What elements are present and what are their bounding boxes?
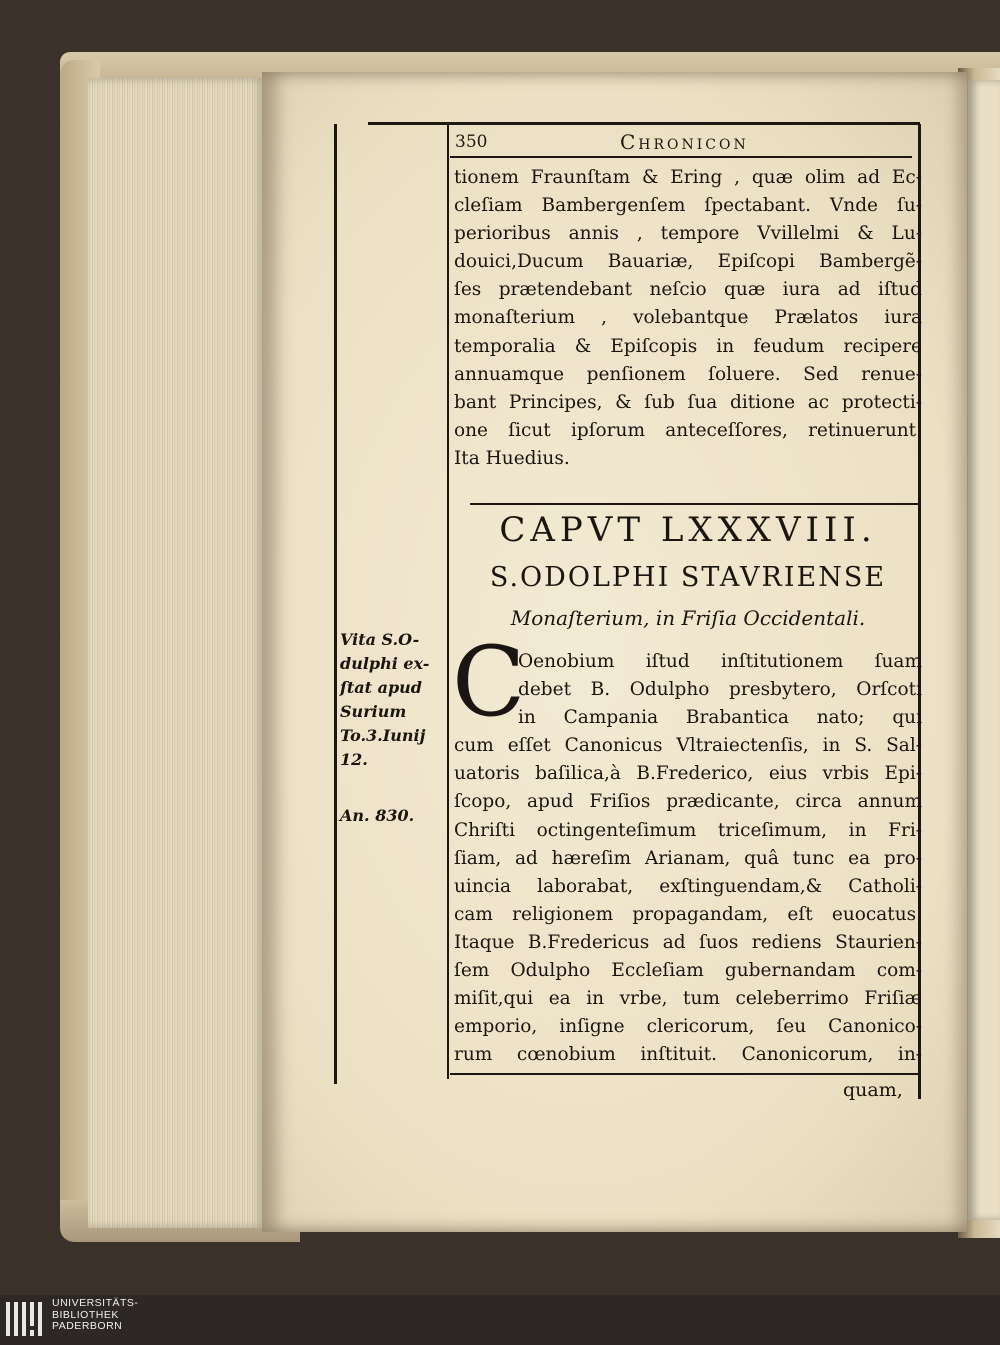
margin-year: An. 830. bbox=[340, 806, 415, 825]
drop-capital: C bbox=[452, 626, 526, 738]
chapter-subtitle: Monaſterium, in Friſia Occidentali. bbox=[510, 606, 866, 630]
text-line: uatoris baſilica,à B.Frederico, eius vrbis Epi- bbox=[454, 763, 922, 785]
text-line: monaſterium , volebantque Prælatos iura bbox=[454, 307, 922, 329]
catchword: quam, bbox=[843, 1079, 903, 1101]
text-line: ſes prætendebant neſcio quæ iura ad iſtud bbox=[454, 279, 922, 301]
margin-note-line: Vita S.O- bbox=[340, 630, 420, 649]
text-line: tionem Fraunſtam & Ering , quæ olim ad Ec- bbox=[454, 167, 922, 188]
text-line: uincia laborabat, exſtinguendam,& Catholi- bbox=[454, 875, 922, 897]
text-line: in Campania Brabantica nato; qui bbox=[518, 707, 922, 729]
text-line: ſcopo, apud Friſios prædicante, circa annum bbox=[454, 791, 922, 813]
page-number: 350 bbox=[455, 132, 488, 152]
margin-note-line: 12. bbox=[340, 750, 368, 769]
footer-rule bbox=[450, 1073, 918, 1075]
margin-note-line: dulphi ex- bbox=[340, 654, 430, 673]
text-line: annuamque penſionem ſoluere. Sed renue- bbox=[454, 363, 922, 385]
logo-line: BIBLIOTHEK bbox=[52, 1308, 119, 1321]
logo-line: PADERBORN bbox=[52, 1320, 123, 1332]
running-title: Chronicon bbox=[620, 130, 749, 154]
margin-note-line: ſtat apud bbox=[340, 678, 422, 697]
logo-line: UNIVERSITÄTS- bbox=[52, 1297, 139, 1309]
text-line: perioribus annis , tempore Vvillelmi & Lu- bbox=[454, 223, 922, 245]
top-paragraph bbox=[454, 164, 922, 473]
chapter-heading: CAPVT LXXXVIII. bbox=[499, 510, 877, 550]
text-line: cum eſſet Canonicus Vltraiectenſis, in S. Sal- bbox=[454, 735, 922, 757]
header-rule-lower bbox=[450, 156, 912, 158]
text-line: ſem Odulpho Eccleſiam gubernandam com- bbox=[454, 960, 922, 982]
text-line: bant Principes, & ſub ſua ditione ac protecti- bbox=[454, 391, 922, 413]
library-logo-icon bbox=[6, 1302, 44, 1338]
outer-left-rule bbox=[334, 124, 337, 1084]
text-line: ſiam, ad hæreſim Arianam, quâ tunc ea pro- bbox=[454, 847, 922, 869]
text-line: Chriſti octingenteſimum triceſimum, in Fri- bbox=[454, 819, 922, 841]
text-line: rum cœnobium inſtituit. Canonicorum, in- bbox=[454, 1044, 922, 1066]
facing-page-edge bbox=[968, 80, 1000, 1220]
text-line: temporalia & Epiſcopis in feudum recipere bbox=[454, 335, 922, 357]
text-line: Itaque B.Fredericus ad ſuos rediens Staurien- bbox=[454, 931, 922, 953]
text-line: emporio, inſigne clericorum, ſeu Canonico- bbox=[454, 1016, 922, 1038]
margin-note-line: To.3.Iunij bbox=[340, 726, 426, 745]
text-line: cam religionem propagandam, eſt euocatus. bbox=[454, 903, 922, 925]
chapter-rule bbox=[470, 503, 918, 505]
text-line: Oenobium iſtud inſtitutionem ſuam bbox=[518, 651, 922, 672]
library-logo-text bbox=[52, 1298, 138, 1333]
text-line: one ſicut ipſorum anteceſſores, retinuerunt. bbox=[454, 419, 922, 441]
footer-bar bbox=[0, 1295, 1000, 1345]
text-line: miſit,qui ea in vrbe, tum celeberrimo Friſiæ bbox=[454, 988, 922, 1010]
margin-note-line: Surium bbox=[340, 702, 407, 721]
text-line: Ita Huedius. bbox=[454, 447, 570, 469]
text-line: douici,Ducum Bauariæ, Epiſcopi Bambergẽ- bbox=[454, 251, 922, 273]
chapter-title: S.ODOLPHI STAVRIENSE bbox=[489, 562, 887, 593]
inner-left-rule bbox=[447, 124, 449, 1079]
text-line: debet B. Odulpho presbytero, Orſcoti bbox=[518, 679, 922, 701]
page-edges bbox=[88, 78, 266, 1228]
text-line: cleſiam Bambergenſem ſpectabant. Vnde ſu- bbox=[454, 195, 922, 217]
running-head bbox=[455, 128, 925, 156]
chapter-body bbox=[454, 648, 922, 1069]
margin-note bbox=[340, 628, 435, 772]
header-rule bbox=[368, 122, 920, 125]
